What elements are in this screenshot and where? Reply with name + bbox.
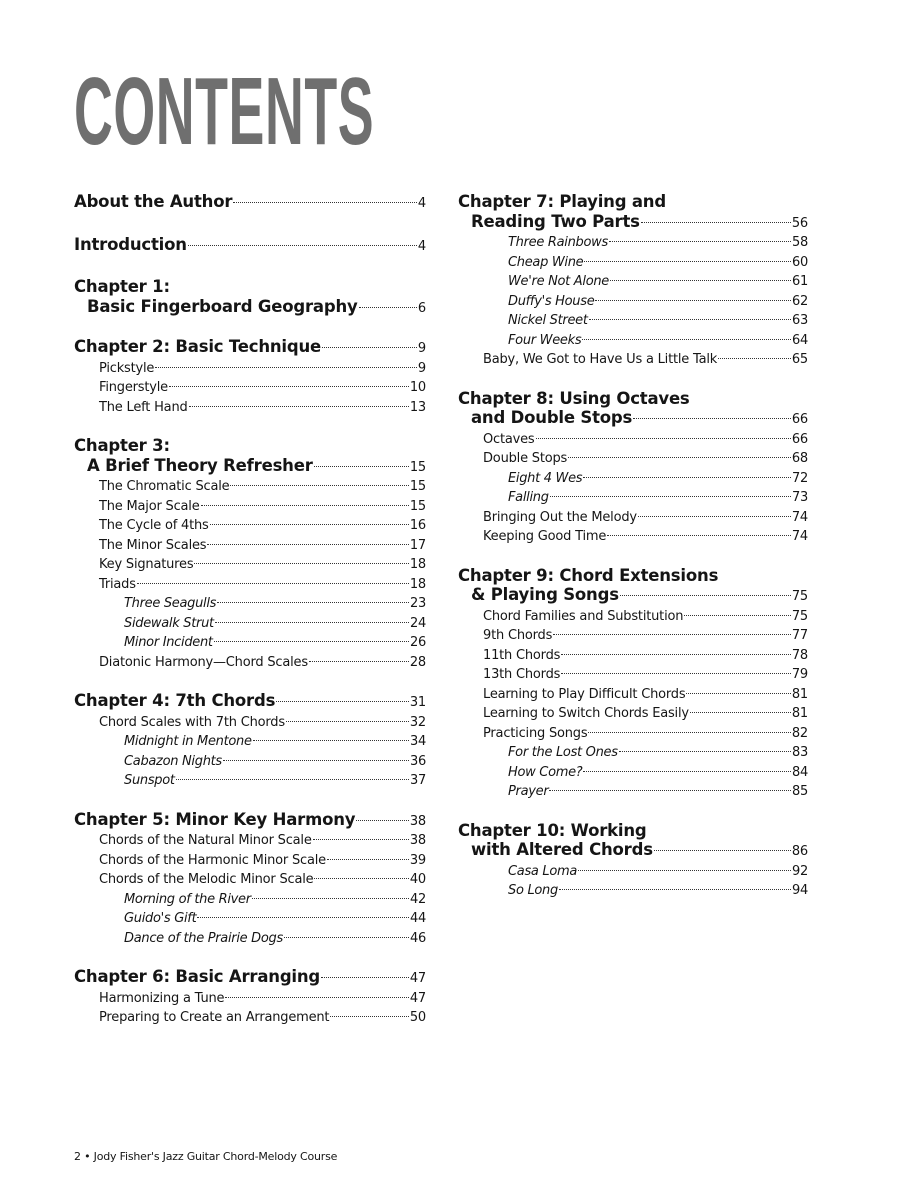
toc-entry[interactable]: About the Author 4 xyxy=(74,192,426,211)
toc-tune[interactable]: Guido's Gift 44 xyxy=(124,911,426,926)
toc-tune[interactable]: Dance of the Prairie Dogs 46 xyxy=(124,930,426,946)
toc-entry[interactable]: and Double Stops 66 xyxy=(471,408,808,427)
toc-tune[interactable]: Prayer 85 xyxy=(508,784,808,799)
toc-section[interactable]: Chords of the Melodic Minor Scale 40 xyxy=(99,872,426,887)
toc-entry[interactable]: & Playing Songs 75 xyxy=(471,585,808,604)
toc-section[interactable]: Key Signatures 18 xyxy=(99,557,426,572)
toc-tune[interactable]: Cabazon Nights 36 xyxy=(124,753,426,769)
toc-section[interactable]: Learning to Play Difficult Chords 81 xyxy=(483,686,808,702)
toc-tune[interactable]: Eight 4 Wes 72 xyxy=(508,470,808,486)
page-footer: 2 • Jody Fisher's Jazz Guitar Chord-Melody Course xyxy=(74,1150,338,1163)
toc-section[interactable]: Octaves 66 xyxy=(483,431,808,447)
toc-tune[interactable]: Sidewalk Strut 24 xyxy=(124,615,426,631)
toc-tune[interactable]: Cheap Wine 60 xyxy=(508,254,808,270)
chapter-heading: Chapter 7: Playing and xyxy=(458,192,666,211)
toc-tune[interactable]: Casa Loma 92 xyxy=(508,863,808,879)
toc-section[interactable]: Bringing Out the Melody 74 xyxy=(483,509,808,525)
toc-chapter-7 xyxy=(458,192,808,370)
toc-chapter-8 xyxy=(458,389,808,547)
chapter-heading: Chapter 9: Chord Extensions xyxy=(458,565,719,585)
toc-tune[interactable]: Minor Incident 26 xyxy=(124,635,426,650)
toc-entry[interactable]: Chapter 6: Basic Arranging 47 xyxy=(74,967,426,986)
toc-tune[interactable]: Nickel Street 63 xyxy=(508,313,808,328)
toc-chapter-6 xyxy=(74,967,426,1028)
toc-section[interactable]: Harmonizing a Tune 47 xyxy=(99,990,426,1006)
toc-section[interactable]: 9th Chords 77 xyxy=(483,628,808,643)
toc-tune[interactable]: Morning of the River 42 xyxy=(124,891,426,907)
toc-section[interactable]: Diatonic Harmony—Chord Scales 28 xyxy=(99,654,426,670)
toc-section[interactable]: The Minor Scales 17 xyxy=(99,537,426,553)
toc-tune[interactable]: Duffy's House 62 xyxy=(508,293,808,309)
toc-section[interactable]: The Cycle of 4ths 16 xyxy=(99,518,426,533)
toc-entry[interactable]: Chapter 5: Minor Key Harmony 38 xyxy=(74,809,426,829)
chapter-heading: Chapter 3: xyxy=(74,436,170,455)
toc-chapter-2 xyxy=(74,337,426,417)
toc-section[interactable]: Chords of the Harmonic Minor Scale 39 xyxy=(99,852,426,868)
toc-section[interactable]: Triads 18 xyxy=(99,576,426,592)
toc-chapter-9 xyxy=(458,566,808,802)
toc-about-author xyxy=(74,192,426,214)
toc-chapter-4 xyxy=(74,691,426,791)
toc-entry[interactable]: Reading Two Parts 56 xyxy=(471,211,808,231)
chapter-heading: Chapter 1: xyxy=(74,277,170,296)
toc-entry[interactable]: with Altered Chords 86 xyxy=(471,840,808,859)
toc-tune[interactable]: Midnight in Mentone 34 xyxy=(124,734,426,749)
toc-section[interactable]: Learning to Switch Chords Easily 81 xyxy=(483,706,808,721)
toc-section[interactable]: Chord Scales with 7th Chords 32 xyxy=(99,714,426,730)
chapter-heading: Chapter 10: Working xyxy=(458,820,647,840)
toc-chapter-5 xyxy=(74,810,426,949)
toc-left-column xyxy=(74,192,426,1047)
toc-section[interactable]: Keeping Good Time 74 xyxy=(483,529,808,544)
toc-tune[interactable]: For the Lost Ones 83 xyxy=(508,745,808,760)
toc-section[interactable]: Double Stops 68 xyxy=(483,451,808,466)
toc-chapter-3 xyxy=(74,436,426,672)
toc-entry[interactable]: Chapter 2: Basic Technique 9 xyxy=(74,337,426,356)
toc-section[interactable]: The Chromatic Scale 15 xyxy=(99,479,426,494)
toc-section[interactable]: The Major Scale 15 xyxy=(99,498,426,514)
toc-tune[interactable]: Falling 73 xyxy=(508,490,808,505)
toc-tune[interactable]: Three Rainbows 58 xyxy=(508,235,808,250)
toc-entry[interactable]: A Brief Theory Refresher 15 xyxy=(87,455,426,475)
toc-tune[interactable]: Four Weeks 64 xyxy=(508,332,808,348)
toc-entry[interactable]: Basic Fingerboard Geography 6 xyxy=(87,296,426,316)
toc-section[interactable]: Baby, We Got to Have Us a Little Talk 65 xyxy=(483,352,808,367)
chapter-heading: Chapter 8: Using Octaves xyxy=(458,388,690,408)
toc-section[interactable]: 11th Chords 78 xyxy=(483,647,808,663)
toc-section[interactable]: Chords of the Natural Minor Scale 38 xyxy=(99,833,426,848)
toc-tune[interactable]: We're Not Alone 61 xyxy=(508,274,808,289)
toc-right-column xyxy=(458,192,808,920)
toc-entry[interactable]: Chapter 4: 7th Chords 31 xyxy=(74,691,426,710)
page-title: CONTENTS xyxy=(74,58,375,165)
toc-section[interactable]: Preparing to Create an Arrangement 50 xyxy=(99,1010,426,1025)
toc-chapter-1 xyxy=(74,277,426,318)
toc-section[interactable]: Practicing Songs 82 xyxy=(483,725,808,741)
toc-chapter-10 xyxy=(458,821,808,901)
toc-section[interactable]: Chord Families and Substitution 75 xyxy=(483,608,808,624)
toc-section[interactable]: Pickstyle 9 xyxy=(99,360,426,376)
toc-section[interactable]: 13th Chords 79 xyxy=(483,667,808,682)
toc-tune[interactable]: How Come? 84 xyxy=(508,764,808,780)
toc-introduction xyxy=(74,235,426,257)
toc-entry[interactable]: Introduction 4 xyxy=(74,234,426,254)
toc-tune[interactable]: Three Seagulls 23 xyxy=(124,596,426,611)
toc-tune[interactable]: Sunspot 37 xyxy=(124,773,426,788)
toc-section[interactable]: The Left Hand 13 xyxy=(99,399,426,415)
toc-section[interactable]: Fingerstyle 10 xyxy=(99,380,426,395)
toc-tune[interactable]: So Long 94 xyxy=(508,883,808,898)
